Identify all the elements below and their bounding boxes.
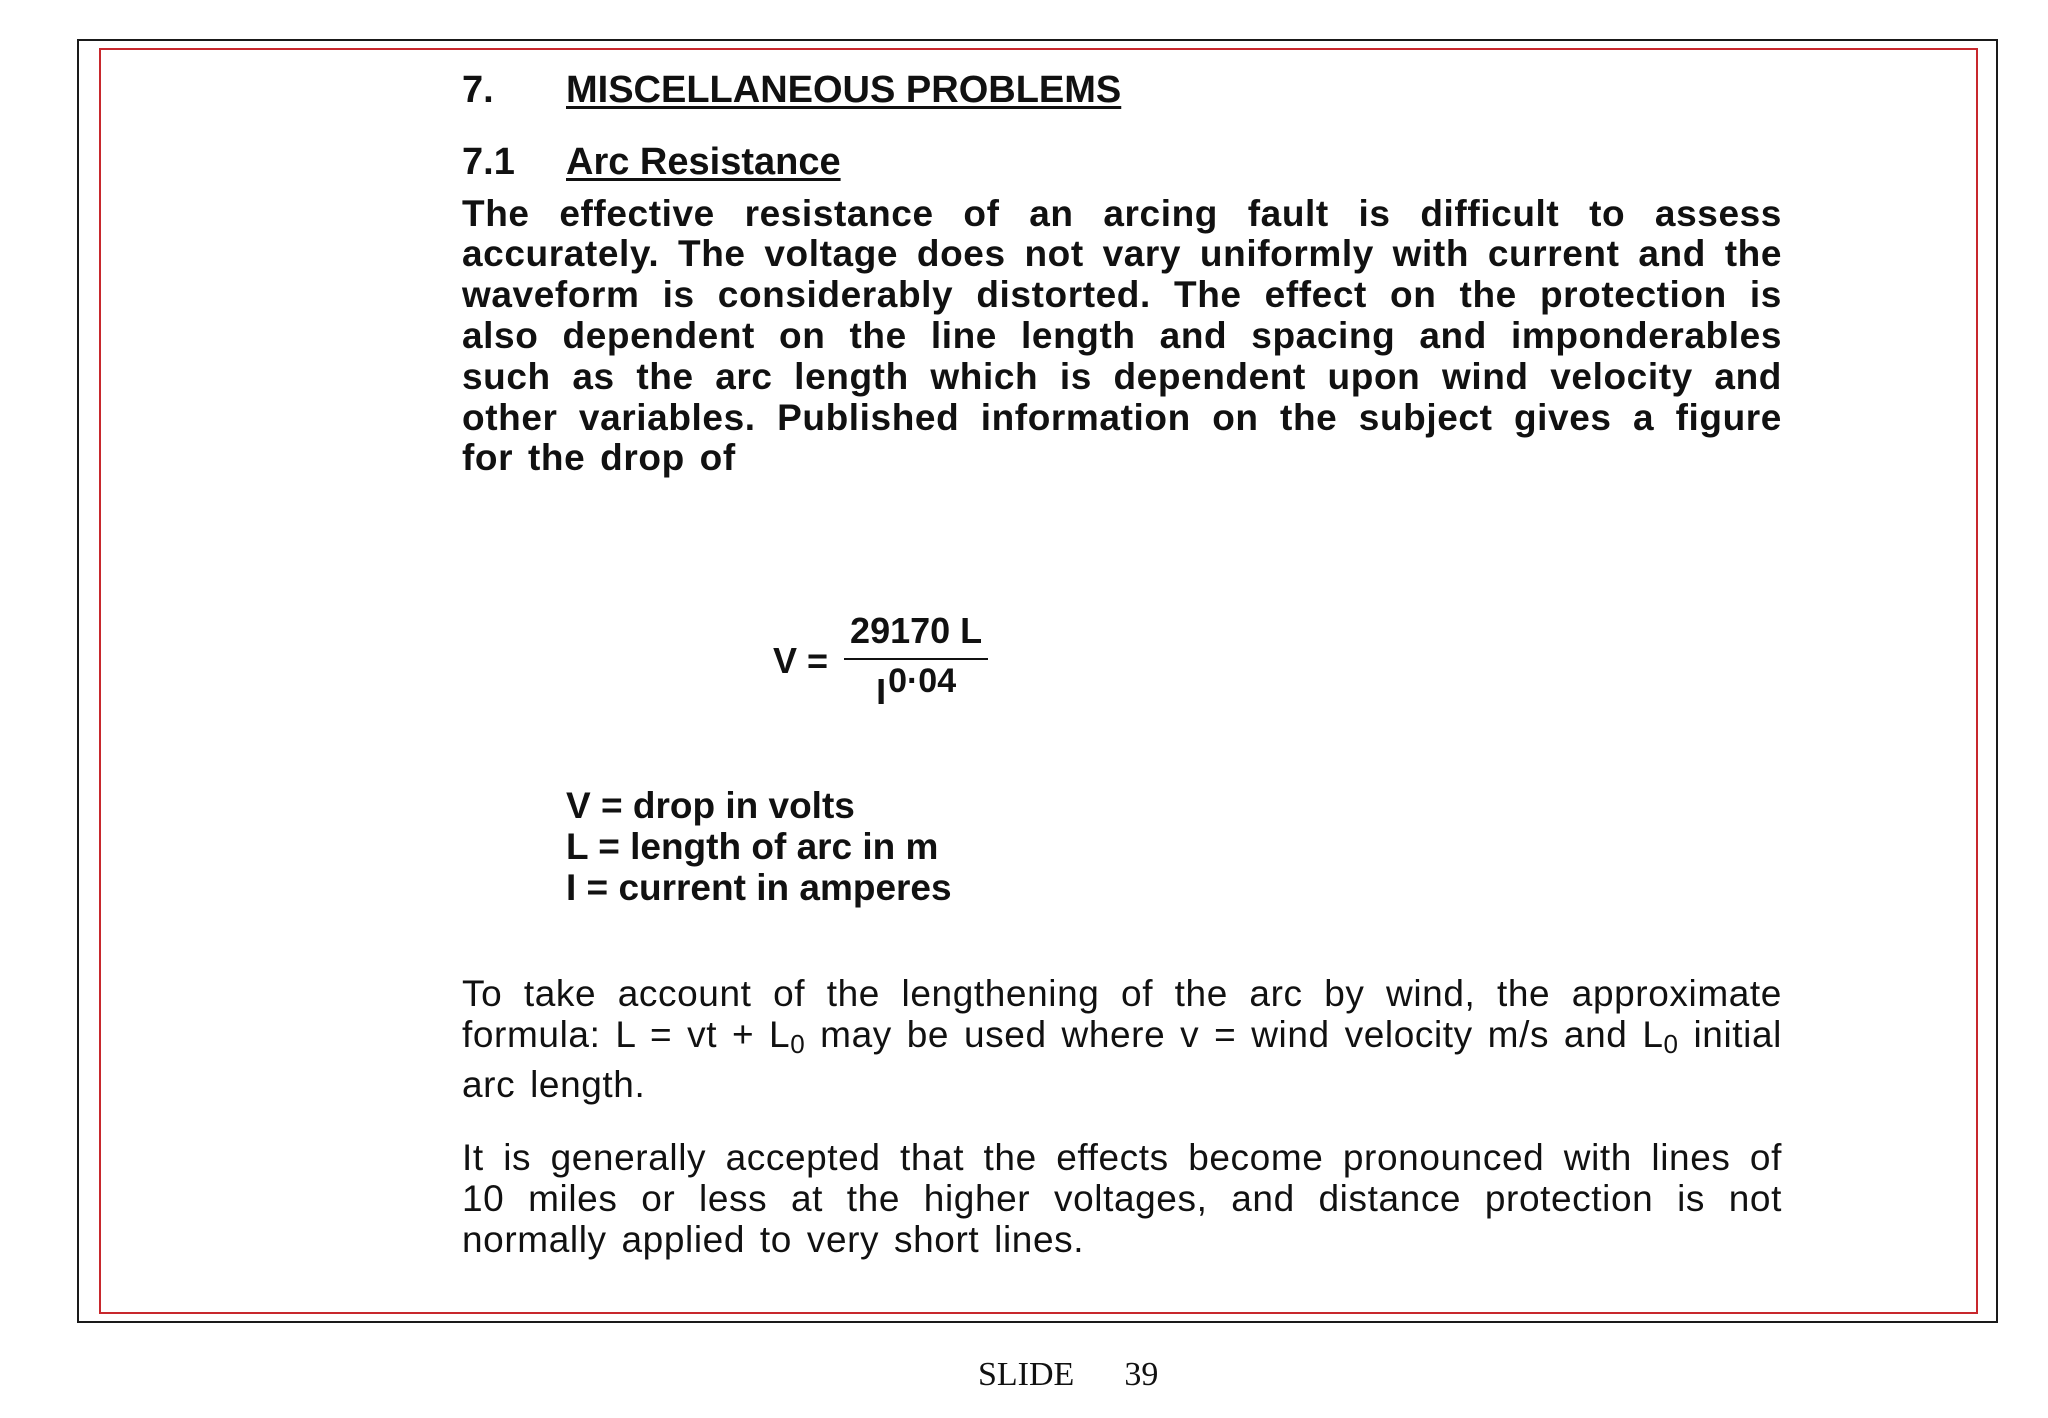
formula-numerator: 29170 L [844, 610, 988, 660]
formula-fraction [844, 610, 988, 713]
subsection-title: Arc Resistance [566, 141, 841, 183]
wind-paragraph-part2: may be used where v = wind velocity m/s and L [805, 1013, 1664, 1055]
subsection-number: 7.1 [462, 141, 515, 183]
slide-number: 39 [1124, 1356, 1159, 1393]
intro-paragraph: The effective resistance of an arcing fault is difficult to assess accurately. The voltage does not vary uniformly with current and the waveform is considerably distorted. The effect on the protection is also dependent on the line length and spacing and imponderables such as the arc length which is dependent upon wind velocity and other variables. Published information on the subject gives a figure for the drop of [462, 192, 1782, 479]
section-title: MISCELLANEOUS PROBLEMS [566, 69, 1122, 111]
wind-paragraph-part3: initial arc length. [462, 1013, 1782, 1105]
section-heading [462, 60, 1782, 130]
formula-denominator-base: I [876, 670, 887, 712]
formula-lhs: V = [773, 640, 829, 681]
wind-subscript-2: 0 [1663, 1028, 1679, 1059]
section-number: 7. [462, 69, 494, 111]
legend-item-v: V = drop in volts [566, 785, 855, 826]
subsection-heading [462, 140, 1782, 186]
variable-legend [566, 786, 952, 908]
slide-footer [978, 1356, 1158, 1394]
arc-voltage-formula [773, 606, 988, 716]
wind-paragraph-part1: To take account of the lengthening of the arc by wind, the approximate formula: L = vt + L [462, 973, 1782, 1055]
formula-denominator [876, 660, 956, 713]
legend-item-i: I = current in amperes [566, 866, 952, 908]
conclusion-paragraph: It is generally accepted that the effects become pronounced with lines of 10 miles or less at the higher voltages, and distance protection is not normally applied to very short lines. [462, 1137, 1782, 1260]
wind-paragraph [462, 974, 1782, 1105]
legend-item-l: L = length of arc in m [566, 825, 939, 867]
formula-exponent: 0·04 [888, 661, 957, 700]
slide-label: SLIDE [978, 1356, 1075, 1393]
slide-content [462, 60, 1782, 516]
wind-subscript-1: 0 [790, 1028, 806, 1059]
